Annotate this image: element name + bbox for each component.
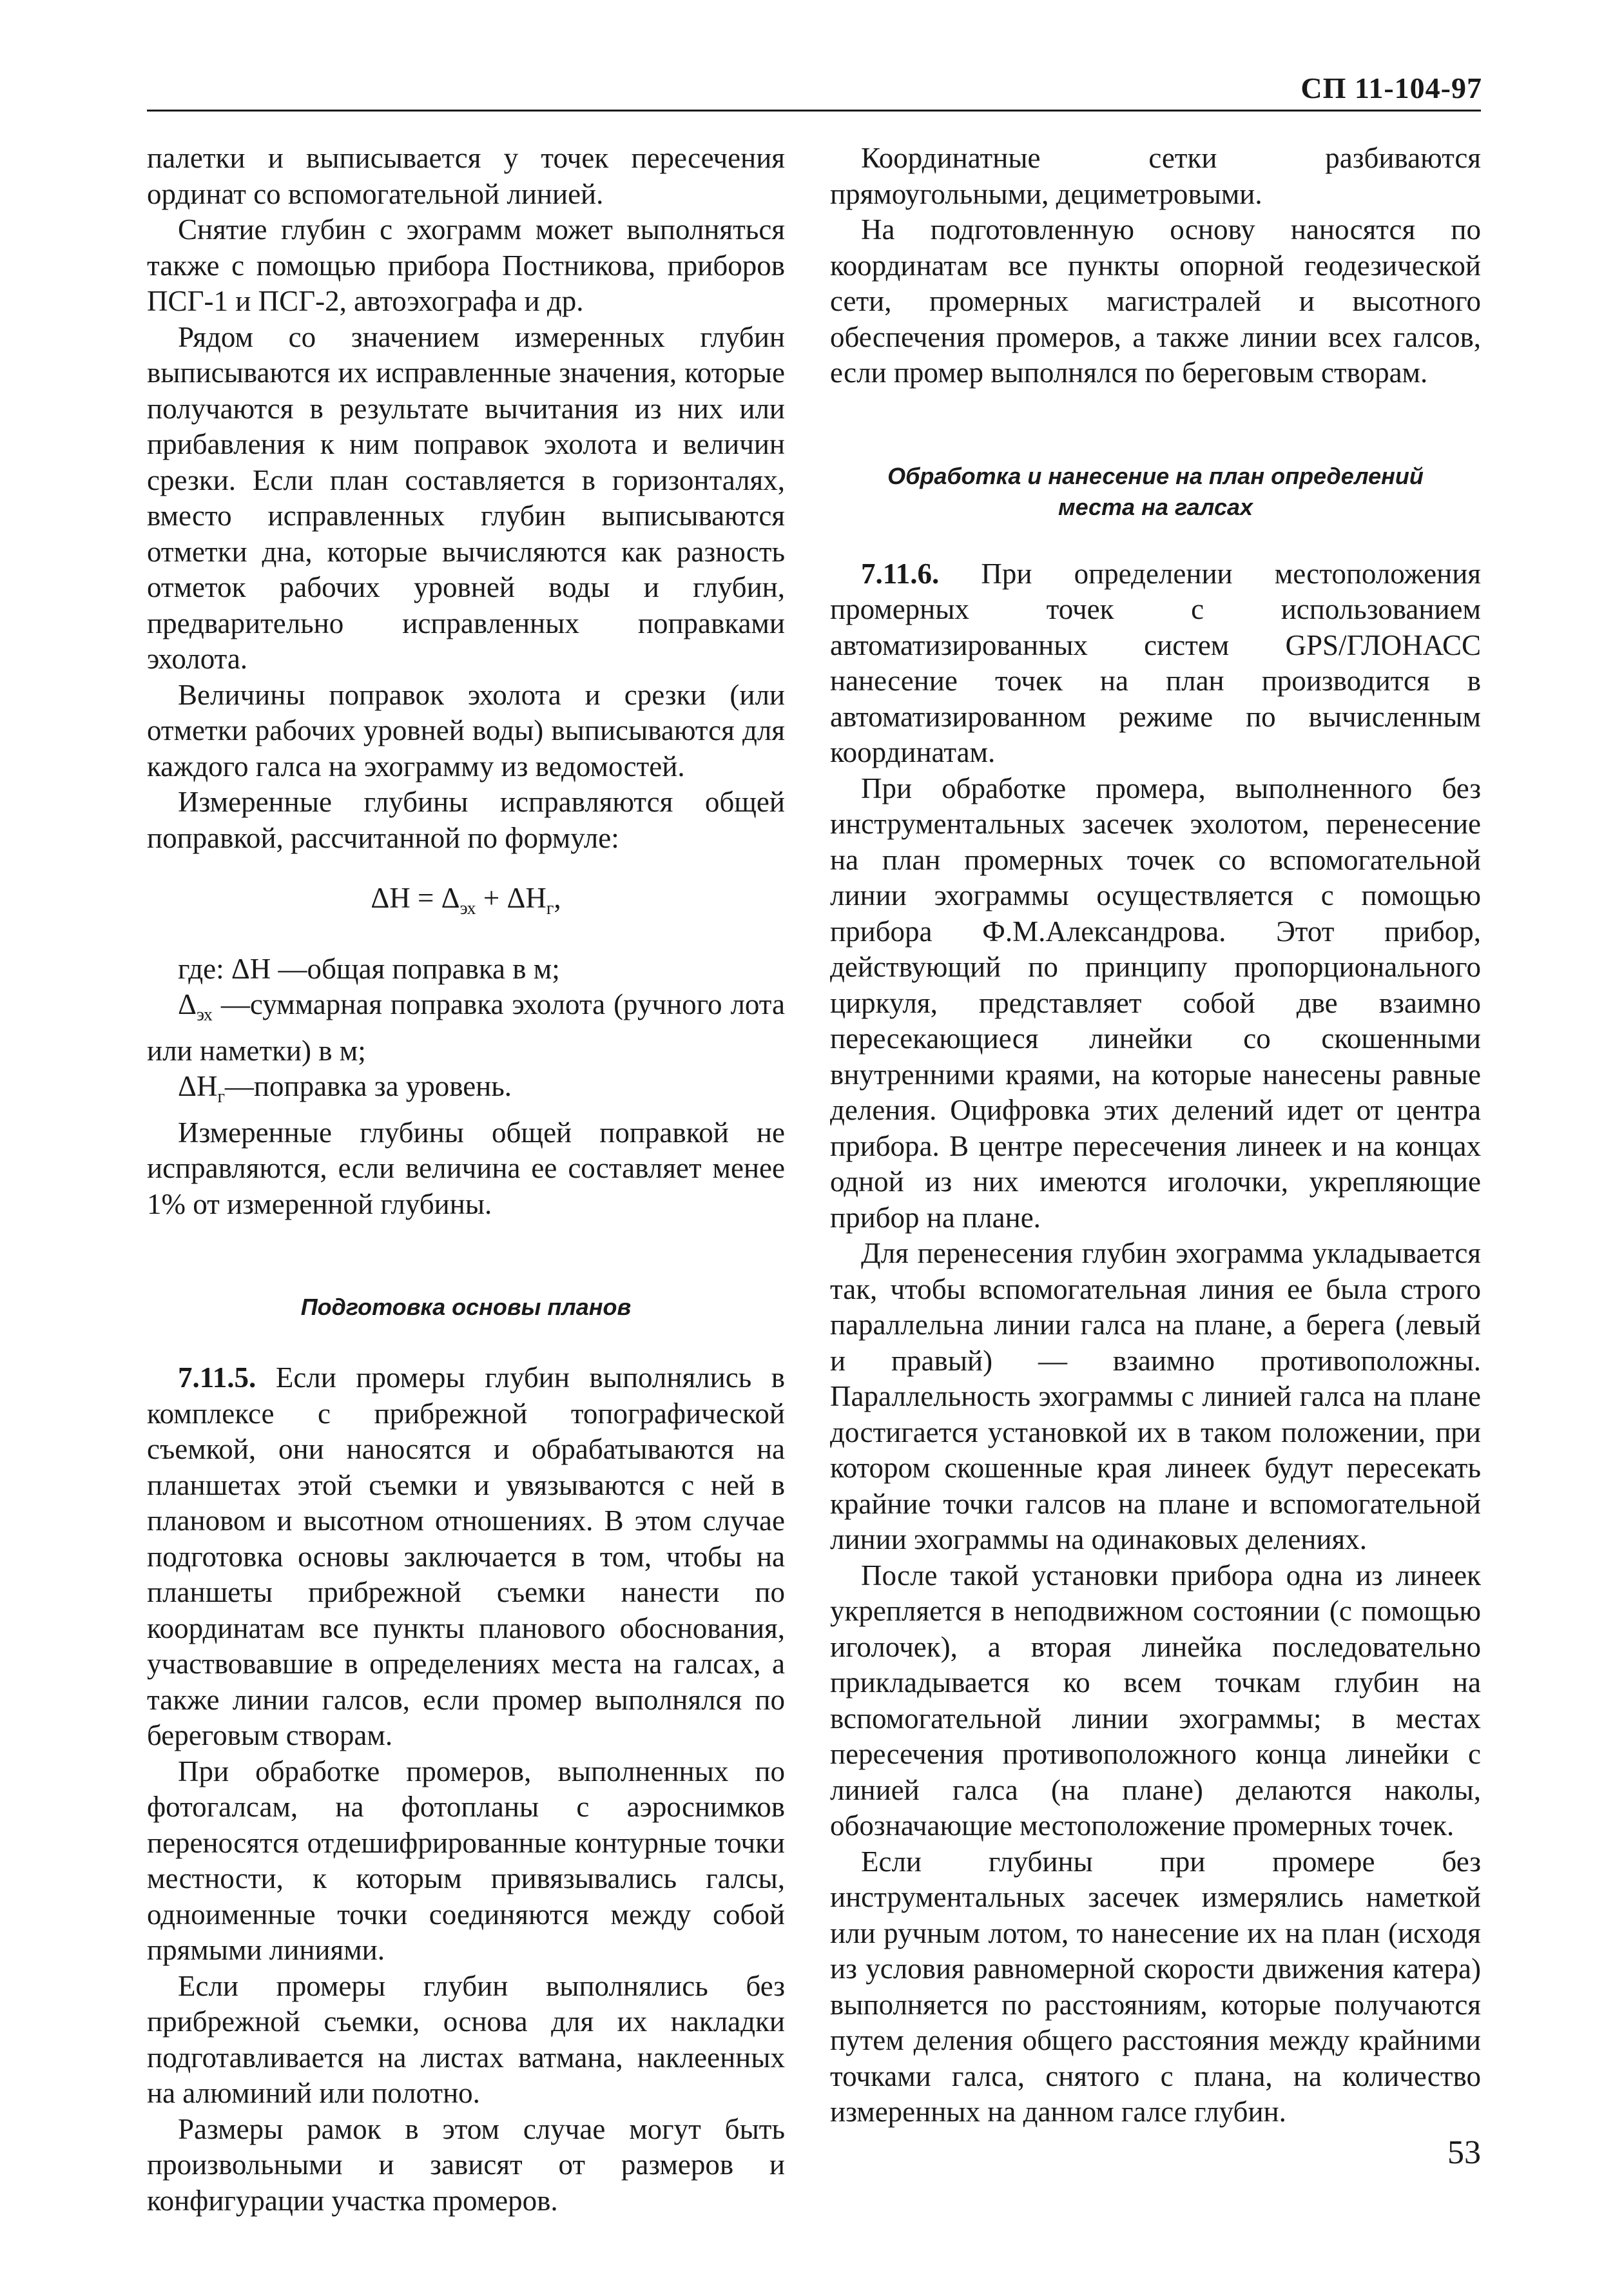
formula-sub-eh: эх [459,899,476,919]
heading-line: места на галсах [1058,493,1253,520]
def-symbol: Δ [178,988,197,1020]
clause-number: 7.11.6. [861,557,940,590]
page-number: 53 [1447,2134,1481,2171]
paragraph: После такой установки прибора одна из линеек укрепляется в неподвижном состоянии (с помощью иголочек), а вторая линейка последовательно прикладывается ко всем точкам глубин на вспомогательной линии эхограммы; в местах пересечения противоположного конца линейки с линией галса (на плане) делаются наколы, обозначающие местоположение промерных точек. [830,1559,1481,1842]
paragraph: При обработке промеров, выполненных по фотогалсам, на фотопланы с аэроснимков переносятся отдешифрированные контурные точки местности, к которым привязывались галсы, одноименные точки соединяются между собой прямыми линиями. [147,1755,785,1966]
formula-end: , [554,882,561,914]
def-symbol: ΔH [178,1070,218,1102]
definition-echosounder [147,987,785,1069]
section-heading-plan-base: Подготовка основы планов [300,1294,632,1320]
paragraph: Величины поправок эхолота и срезки (или отметки рабочих уровней воды) выписываются для каждого галса на эхограмму из ведомостей. [147,678,785,783]
clause-text: Если промеры глубин выполнялись в комплексе с прибрежной топографической съемкой, они наносятся и обрабатываются на планшетах этой съемки и увязываются с ней в плановом и высотном отношениях. В этом случае подготовка основы заключается в том, чтобы на планшеты прибрежной съемки нанести по координатам все пункты планового обоснования, участвовавшие в определениях места на галсах, а также линии галсов, если промер выполнялся по береговым створам. [147,1361,785,1751]
paragraph: Если промеры глубин выполнялись без прибрежной съемки, основа для их накладки подготавливается на листах ватмана, наклеенных на алюминий или полотно. [147,1969,785,2109]
formula-sub-g: г [546,899,554,919]
paragraph: палетки и выписывается у точек пересечения ординат со вспомогательной линией. [147,142,785,210]
def-text: —суммарная поправка эхолота (ручного лота или наметки) в м; [147,988,785,1067]
right-column [830,141,1481,2130]
header-rule [147,110,1481,112]
paragraph: При обработке промера, выполненного без инструментальных засечек эхолотом, перенесение на план промерных точек со вспомогательной линии эхограммы осуществляется с помощью прибора Ф.М.Александрова. Этот прибор, действующий по принципу пропорционального циркуля, представляет собой две взаимно пересекающиеся линейки со скошенными внутренними краями, на которые нанесены равные деления. Оцифровка этих делений идет от центра прибора. В центре пересечения линеек и на концах одной из них имеются иголочки, укрепляющие прибор на плане. [830,772,1481,1234]
clause-7-11-5 [147,1360,785,1754]
paragraph: Координатные сетки разбиваются прямоугольными, дециметровыми. [830,142,1481,210]
paragraph: Снятие глубин с эхограмм может выполняться также с помощью прибора Постникова, приборов ПСГ-1 и ПСГ-2, автоэхографа и др. [147,213,785,317]
clause-7-11-6 [830,556,1481,771]
def-text: —поправка за уровень. [224,1070,512,1102]
paragraph: Если глубины при промере без инструментальных засечек измерялись наметкой или ручным лотом, то нанесение их на план (исходя из условия равномерной скорости движения катера) выполняется по расстояниям, которые получаются путем деления общего расстояния между крайними точками галса, снятого с плана, на количество измеренных на данном галсе глубин. [830,1845,1481,2128]
left-column [147,141,785,2219]
document-code: СП 11-104-97 [1300,72,1482,104]
definition-level [147,1069,785,1115]
paragraph: На подготовленную основу наносятся по координатам все пункты опорной геодезической сети, промерных магистралей и высотного обеспечения промеров, а также линии всех галсов, если промер выполнялся по береговым створам. [830,213,1481,389]
clause-number: 7.11.5. [178,1361,256,1394]
paragraph: Рядом со значением измеренных глубин выписываются их исправленные значения, которые получаются в результате вычитания из них или прибавления к ним поправок эхолота и величин срезки. Если план составляется в горизонталях, вместо исправленных глубин выписываются отметки дна, которые вычисляются как разность отметок рабочих уровней воды и глубин, предварительно исправленных поправками эхолота. [147,320,785,675]
def-symbol-sub: г [217,1087,225,1107]
heading-line: Обработка и нанесение на план определений [887,462,1424,489]
clause-text: При определении местоположения промерных точек с использованием автоматизированных систем GPS/ГЛОНАСС нанесение точек на план производится в автоматизированном режиме по вычисленным координатам. [830,557,1481,768]
paragraph: Измеренные глубины общей поправкой не исправляются, если величина ее составляет менее 1% от измеренной глубины. [147,1116,785,1220]
formula-mid: + ΔH [476,882,546,914]
paragraph: Размеры рамок в этом случае могут быть произвольными и зависят от размеров и конфигурации участка промеров. [147,2112,785,2217]
section-heading-position-plotting [830,461,1481,523]
formula-lhs: ΔH = Δ [371,882,460,914]
paragraph: Для перенесения глубин эхограмма укладывается так, чтобы вспомогательная линия ее была строго параллельна линии галса на плане, а берега (левый и правый) — взаимно противоположны. Параллельность эхограммы с линией галса на плане достигается установкой их в таком положении, при котором скошенные края линеек будут пересекать крайние точки галсов на плане и вспомогательной линии эхограммы на одинаковых делениях. [830,1237,1481,1555]
def-symbol-sub: эх [196,1005,213,1025]
paragraph: Измеренные глубины исправляются общей поправкой, рассчитанной по формуле: [147,786,785,854]
correction-formula [147,881,785,927]
definition-total: где: ΔH —общая поправка в м; [178,952,560,985]
